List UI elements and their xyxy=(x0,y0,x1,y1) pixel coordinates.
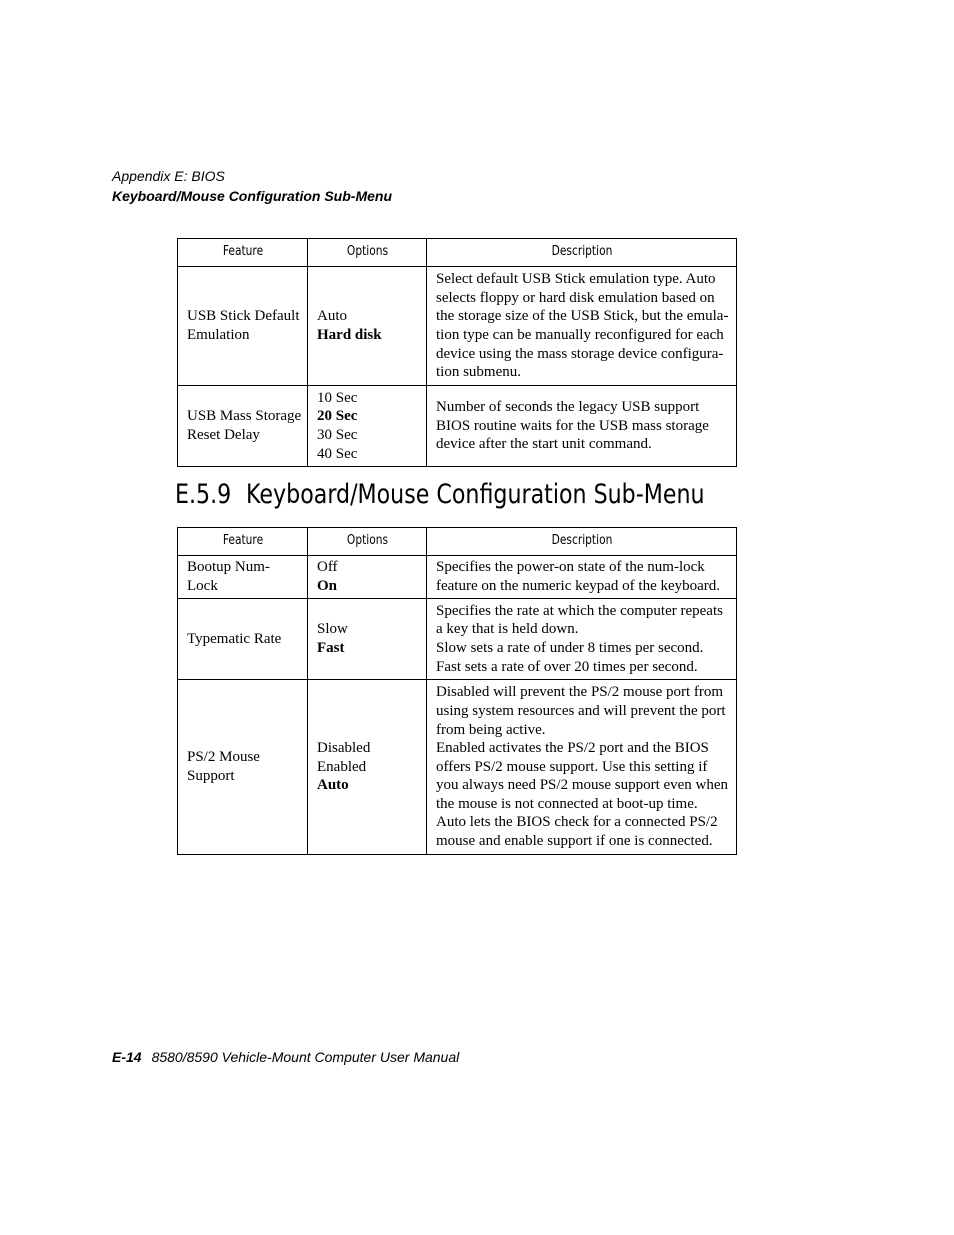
options-cell xyxy=(308,386,427,467)
option: Disabled xyxy=(317,740,371,757)
column-header-feature: Feature xyxy=(189,239,296,267)
description-line: you always need PS/2 mouse support even when xyxy=(436,777,729,794)
column-header-description: Description xyxy=(454,239,708,267)
description-line: from being active. xyxy=(436,721,546,738)
description-line: feature on the numeric keypad of the keyboard. xyxy=(436,578,721,594)
description-line: tion submenu. xyxy=(436,364,521,381)
running-header-section: Keyboard/Mouse Configuration Sub-Menu xyxy=(112,188,392,204)
table-row xyxy=(178,556,737,599)
section-number: E.5.9 xyxy=(175,479,232,510)
option-default: Fast xyxy=(317,640,345,656)
feature-line: Typematic Rate xyxy=(187,630,282,647)
option: Enabled xyxy=(317,758,367,775)
description-line: the storage size of the USB Stick, but the emula- xyxy=(436,308,729,325)
option: Slow xyxy=(317,621,348,638)
usb-settings-table xyxy=(177,238,737,467)
description-line: a key that is held down. xyxy=(436,621,579,638)
description-line: Number of seconds the legacy USB support xyxy=(436,399,700,416)
options-cell xyxy=(308,267,427,386)
description-line: Disabled will prevent the PS/2 mouse port from xyxy=(436,684,724,701)
option-default: Hard disk xyxy=(317,327,382,343)
description-line: using system resources and will prevent the port xyxy=(436,702,726,719)
option-default: On xyxy=(317,578,338,594)
feature-cell xyxy=(178,386,308,467)
description-line: selects floppy or hard disk emulation based on xyxy=(436,289,715,306)
description-line: Select default USB Stick emulation type. Auto xyxy=(436,271,716,288)
description-line: Specifies the power-on state of the num-lock xyxy=(436,559,705,576)
table-row xyxy=(178,267,737,386)
description-line: Fast sets a rate of over 20 times per second. xyxy=(436,658,698,675)
column-header-options: Options xyxy=(318,239,416,267)
keyboard-mouse-table xyxy=(177,527,737,855)
option: 30 Sec xyxy=(317,427,358,443)
table-row xyxy=(178,386,737,467)
table-header-row xyxy=(178,239,737,267)
option: 10 Sec xyxy=(317,389,358,406)
column-header-description: Description xyxy=(454,528,708,556)
description-line: offers PS/2 mouse support. Use this setting if xyxy=(436,758,708,775)
feature-cell xyxy=(178,267,308,386)
description-cell xyxy=(427,599,737,680)
table-header-row xyxy=(178,528,737,556)
description-line: the mouse is not connected at boot-up time. xyxy=(436,795,698,812)
section-title: Keyboard/Mouse Configuration Sub-Menu xyxy=(246,479,705,510)
description-line: mouse and enable support if one is connected. xyxy=(436,833,713,850)
description-cell xyxy=(427,680,737,855)
feature-line: Reset Delay xyxy=(187,427,260,443)
option-default: 20 Sec xyxy=(317,408,358,425)
description-line: Enabled activates the PS/2 port and the BIOS xyxy=(436,740,709,757)
column-header-options: Options xyxy=(318,528,416,556)
feature-line: Lock xyxy=(187,578,218,594)
description-cell xyxy=(427,267,737,386)
description-line: Slow sets a rate of under 8 times per second. xyxy=(436,640,704,656)
feature-line: USB Mass Storage xyxy=(187,408,302,425)
feature-cell xyxy=(178,556,308,599)
manual-title: 8580/8590 Vehicle-Mount Computer User Manual xyxy=(151,1049,460,1065)
table-row xyxy=(178,599,737,680)
option: 40 Sec xyxy=(317,445,358,462)
option-default: Auto xyxy=(317,777,349,794)
feature-line: Emulation xyxy=(187,327,250,343)
page-footer xyxy=(112,1048,459,1066)
feature-line: Support xyxy=(187,768,235,784)
running-header-appendix: Appendix E: BIOS xyxy=(112,168,225,184)
options-cell xyxy=(308,680,427,855)
feature-cell xyxy=(178,680,308,855)
feature-line: USB Stick Default xyxy=(187,308,300,325)
options-cell xyxy=(308,556,427,599)
description-cell xyxy=(427,386,737,467)
description-cell xyxy=(427,556,737,599)
feature-line: Bootup Num- xyxy=(187,559,270,576)
options-cell xyxy=(308,599,427,680)
table-row xyxy=(178,680,737,855)
option: Off xyxy=(317,559,338,576)
page-number: E-14 xyxy=(112,1049,142,1065)
description-line: Auto lets the BIOS check for a connected PS/2 xyxy=(436,814,718,831)
section-heading xyxy=(175,478,705,512)
description-line: Specifies the rate at which the computer repeats xyxy=(436,602,723,619)
description-line: tion type can be manually reconfigured for each xyxy=(436,327,724,343)
description-line: device after the start unit command. xyxy=(436,436,652,453)
feature-cell xyxy=(178,599,308,680)
description-line: BIOS routine waits for the USB mass storage xyxy=(436,417,709,434)
description-line: device using the mass storage device configura- xyxy=(436,345,724,362)
feature-line: PS/2 Mouse xyxy=(187,749,260,766)
column-header-feature: Feature xyxy=(189,528,296,556)
option: Auto xyxy=(317,308,347,325)
